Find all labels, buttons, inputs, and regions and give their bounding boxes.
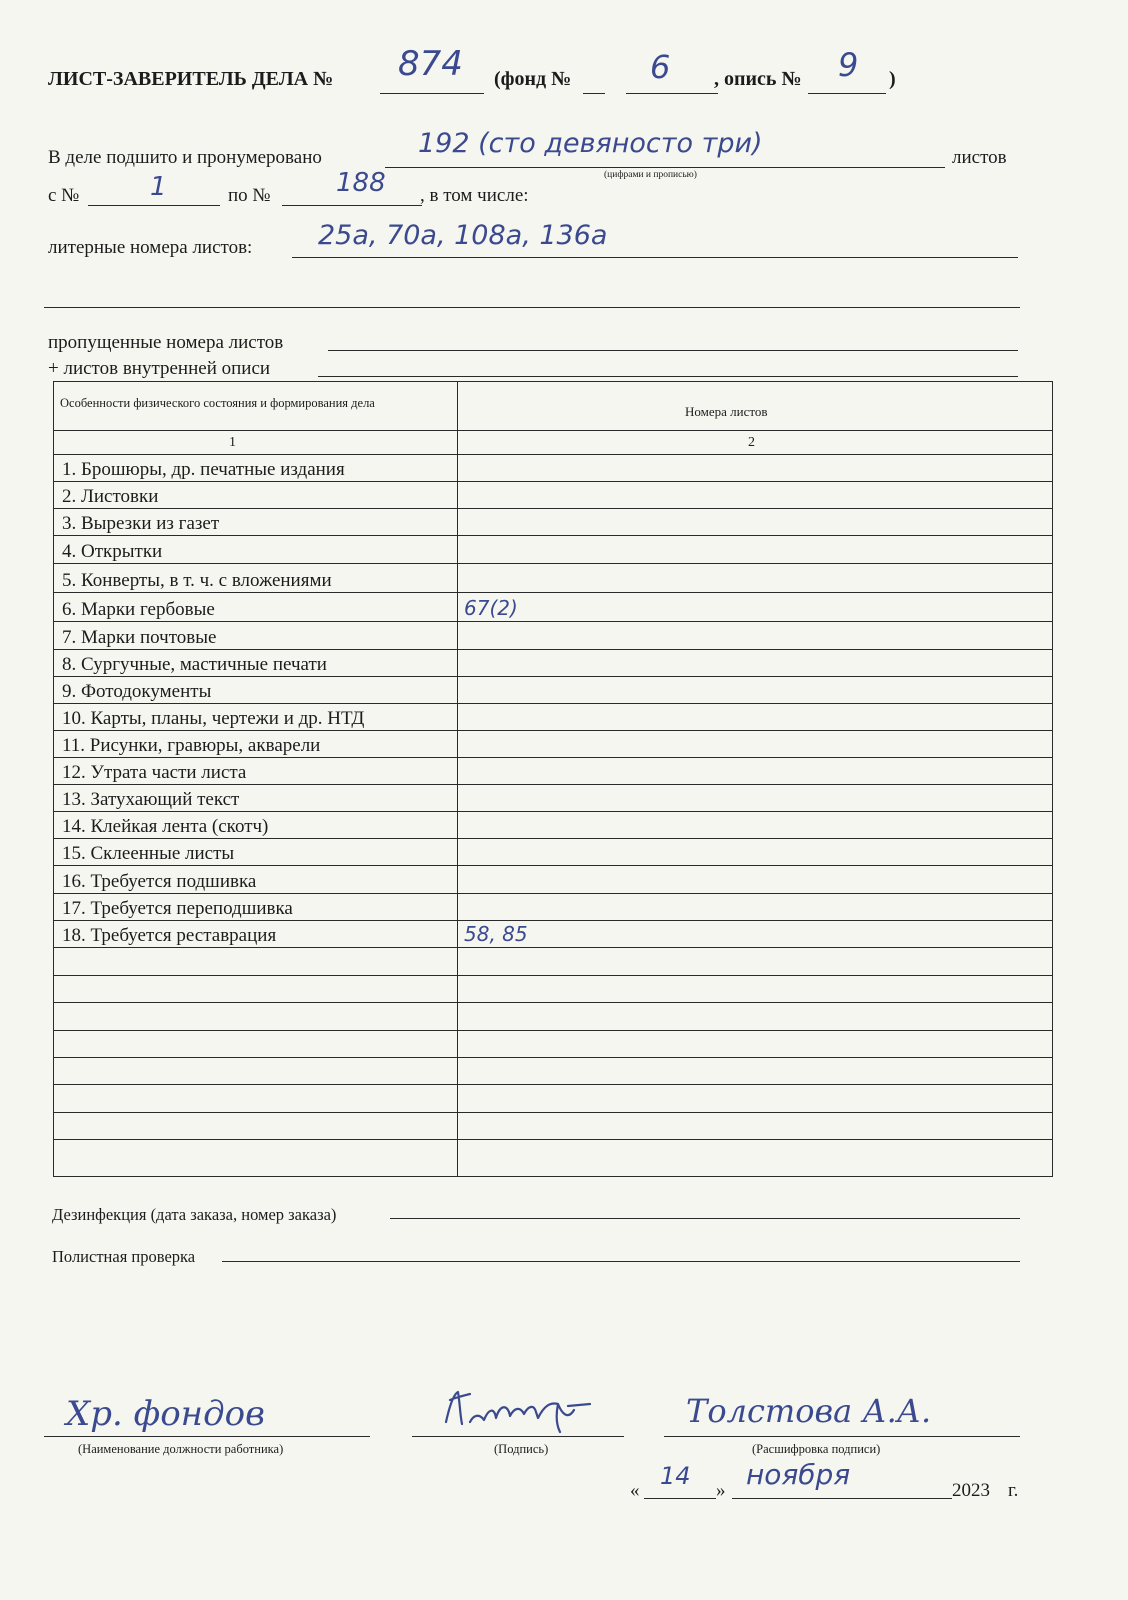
range-from-value[interactable]: 1 bbox=[150, 172, 167, 202]
table-empty-row-rule bbox=[54, 1002, 1052, 1003]
fond-number-line-a bbox=[583, 93, 605, 94]
sewn-value[interactable]: 192 (сто девяносто три) bbox=[418, 128, 763, 159]
table-row-rule bbox=[54, 893, 1052, 894]
table-row-rule bbox=[54, 703, 1052, 704]
table-row-rule bbox=[54, 563, 1052, 564]
table-row-rule bbox=[54, 811, 1052, 812]
table-row-label: 13. Затухающий текст bbox=[62, 789, 240, 810]
fond-number-line-b bbox=[626, 93, 718, 94]
range-to-label: по № bbox=[228, 185, 271, 206]
disinfection-label: Дезинфекция (дата заказа, номер заказа) bbox=[52, 1205, 337, 1224]
range-to-value[interactable]: 188 bbox=[336, 168, 386, 198]
opis-number-value[interactable]: 9 bbox=[838, 46, 859, 84]
name-value[interactable]: Толстова А.А. bbox=[686, 1392, 932, 1430]
name-caption: (Расшифровка подписи) bbox=[752, 1442, 881, 1456]
table-row-label: 16. Требуется подшивка bbox=[62, 871, 257, 892]
close-paren: ) bbox=[889, 68, 896, 90]
date-close-quote: » bbox=[716, 1480, 726, 1501]
table-row-rule bbox=[54, 865, 1052, 866]
table-row-label: 7. Марки почтовые bbox=[62, 627, 217, 648]
table-row-label: 12. Утрата части листа bbox=[62, 762, 247, 783]
table-row-label: 14. Клейкая лента (скотч) bbox=[62, 816, 269, 837]
col2-number: 2 bbox=[748, 435, 755, 450]
letter-sheets-line bbox=[292, 257, 1018, 258]
table-row-label: 1. Брошюры, др. печатные издания bbox=[62, 459, 345, 480]
table-row-rule bbox=[54, 757, 1052, 758]
table-row-rule bbox=[54, 621, 1052, 622]
table-row-rule bbox=[54, 535, 1052, 536]
table-row-label: 3. Вырезки из газет bbox=[62, 513, 220, 534]
fond-label: (фонд № bbox=[494, 68, 572, 90]
sewn-line bbox=[385, 167, 945, 168]
signature-caption: (Подпись) bbox=[494, 1442, 549, 1456]
date-month[interactable]: ноября bbox=[746, 1458, 851, 1491]
sewn-label: В деле подшито и пронумеровано bbox=[48, 147, 322, 168]
blank-line bbox=[44, 307, 1020, 308]
missing-sheets-label: пропущенные номера листов bbox=[48, 332, 284, 353]
table-empty-row-rule bbox=[54, 1030, 1052, 1031]
table-empty-row-rule bbox=[54, 975, 1052, 976]
table-row-label: 6. Марки гербовые bbox=[62, 599, 215, 620]
sewn-unit: листов bbox=[952, 147, 1007, 168]
check-line bbox=[222, 1261, 1020, 1262]
table-row-rule bbox=[54, 676, 1052, 677]
table-row-label: 9. Фотодокументы bbox=[62, 681, 212, 702]
col1-number: 1 bbox=[229, 435, 236, 450]
table-row-label: 15. Склеенные листы bbox=[62, 843, 235, 864]
header-rule bbox=[54, 430, 1052, 431]
table-empty-row-rule bbox=[54, 1057, 1052, 1058]
case-number-line bbox=[380, 93, 484, 94]
table-row-rule bbox=[54, 920, 1052, 921]
range-including: , в том числе: bbox=[420, 185, 529, 206]
date-month-line bbox=[732, 1498, 952, 1499]
document-title: ЛИСТ-ЗАВЕРИТЕЛЬ ДЕЛА № bbox=[48, 68, 334, 90]
table-row-label: 2. Листовки bbox=[62, 486, 159, 507]
table-row-label: 5. Конверты, в т. ч. с вложениями bbox=[62, 570, 332, 591]
table-row-rule bbox=[54, 481, 1052, 482]
opis-number-line bbox=[808, 93, 886, 94]
range-to-line bbox=[282, 205, 422, 206]
date-year: 2023 bbox=[952, 1480, 990, 1501]
table-empty-row-rule bbox=[54, 1139, 1052, 1140]
col1-header: Особенности физического состояния и формирования дела bbox=[60, 396, 375, 410]
table-row-rule bbox=[54, 947, 1052, 948]
check-label: Полистная проверка bbox=[52, 1247, 196, 1266]
letter-sheets-value[interactable]: 25а, 70а, 108а, 136а bbox=[318, 220, 608, 251]
col2-header: Номера листов bbox=[685, 404, 768, 419]
signature-line bbox=[412, 1436, 624, 1437]
position-value[interactable]: Хр. фондов bbox=[66, 1394, 265, 1434]
handwritten-signature bbox=[440, 1384, 600, 1436]
table-empty-row-rule bbox=[54, 1112, 1052, 1113]
date-open-quote: « bbox=[630, 1480, 640, 1501]
table-row-label: 10. Карты, планы, чертежи и др. НТД bbox=[62, 708, 365, 729]
table-row-value[interactable]: 58, 85 bbox=[464, 922, 528, 946]
table-row-rule bbox=[54, 508, 1052, 509]
letter-sheets-label: литерные номера листов: bbox=[48, 237, 253, 258]
date-suffix: г. bbox=[1008, 1480, 1019, 1501]
fond-number-value[interactable]: 6 bbox=[650, 48, 671, 86]
name-line bbox=[664, 1436, 1020, 1437]
table-row-rule bbox=[54, 730, 1052, 731]
table-row-value[interactable]: 67(2) bbox=[464, 596, 518, 620]
missing-sheets-line bbox=[328, 350, 1018, 351]
range-from-line bbox=[88, 205, 220, 206]
position-line bbox=[44, 1436, 370, 1437]
inner-inventory-line bbox=[318, 376, 1018, 377]
table-row-label: 8. Сургучные, мастичные печати bbox=[62, 654, 327, 675]
case-number-value[interactable]: 874 bbox=[398, 44, 463, 84]
opis-label: , опись № bbox=[714, 68, 802, 90]
table-row-rule bbox=[54, 838, 1052, 839]
range-from-label: с № bbox=[48, 185, 80, 206]
position-caption: (Наименование должности работника) bbox=[78, 1442, 284, 1456]
table-row-rule bbox=[54, 649, 1052, 650]
inner-inventory-label: + листов внутренней описи bbox=[48, 358, 271, 379]
table-row-label: 18. Требуется реставрация bbox=[62, 925, 277, 946]
table-row-rule bbox=[54, 784, 1052, 785]
date-day[interactable]: 14 bbox=[660, 1462, 691, 1490]
disinfection-line bbox=[390, 1218, 1020, 1219]
sewn-hint: (цифрами и прописью) bbox=[604, 170, 697, 180]
number-rule bbox=[54, 454, 1052, 455]
table-empty-row-rule bbox=[54, 1084, 1052, 1085]
date-day-line bbox=[644, 1498, 716, 1499]
condition-table bbox=[53, 381, 1053, 1177]
table-row-label: 11. Рисунки, гравюры, акварели bbox=[62, 735, 321, 756]
table-row-rule bbox=[54, 592, 1052, 593]
table-row-label: 4. Открытки bbox=[62, 541, 163, 562]
table-row-label: 17. Требуется переподшивка bbox=[62, 898, 293, 919]
